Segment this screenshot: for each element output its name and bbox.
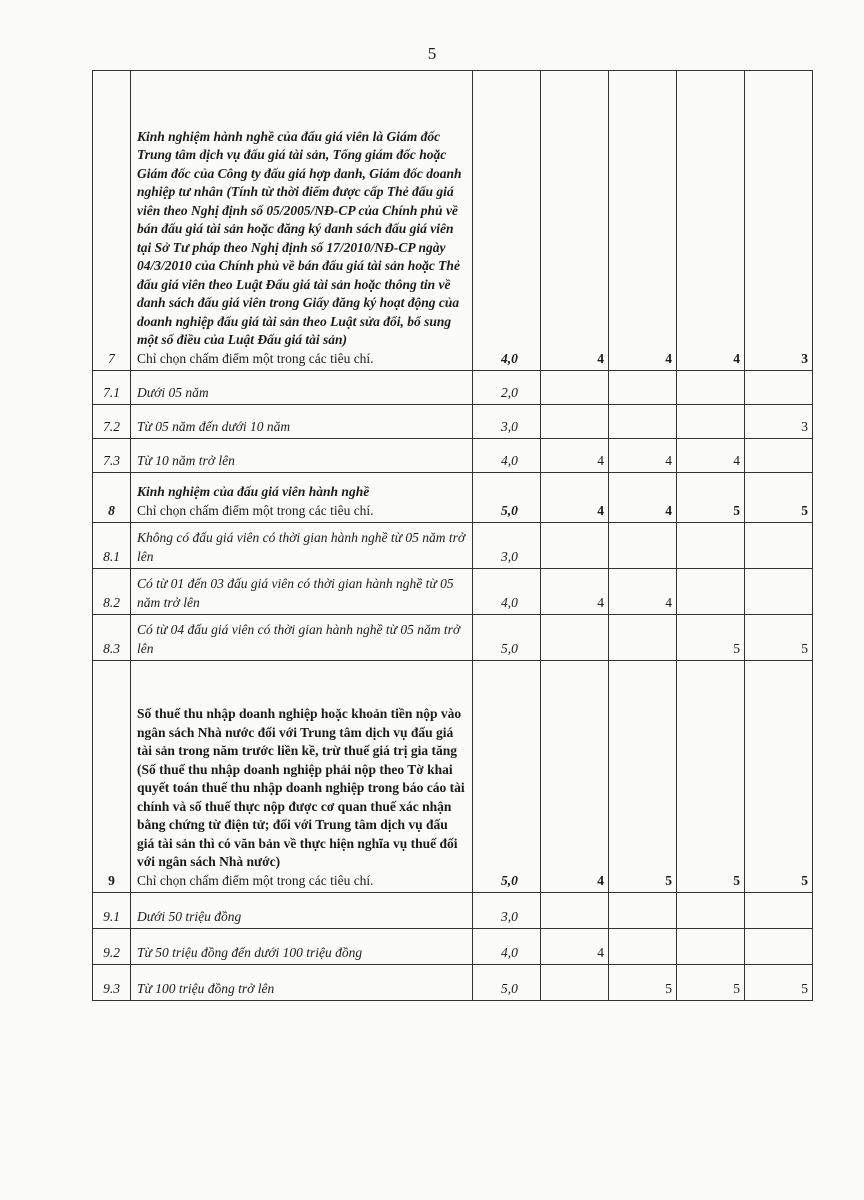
score-cell [609,615,677,661]
score-cell [609,929,677,965]
criterion-text [131,473,473,523]
score-cell: 5 [677,661,745,893]
sub-criterion-row [93,893,813,929]
criterion-text: Từ 05 năm đến dưới 10 năm [131,405,473,439]
row-number: 8.2 [93,569,131,615]
score-cell [609,893,677,929]
sub-criterion-row [93,569,813,615]
score-cell: 4 [677,439,745,473]
score-cell: 5 [745,661,813,893]
score-cell [745,523,813,569]
score-cell [745,569,813,615]
criterion-row [93,661,813,893]
score-cell [677,523,745,569]
max-score: 3,0 [473,405,541,439]
criterion-title: Kinh nghiệm của đấu giá viên hành nghề [137,484,370,499]
max-score: 3,0 [473,893,541,929]
max-score: 4,0 [473,929,541,965]
sub-criterion-row [93,615,813,661]
score-cell: 5 [677,473,745,523]
score-cell: 5 [609,661,677,893]
score-cell: 4 [541,929,609,965]
score-cell [745,371,813,405]
score-cell [677,569,745,615]
criterion-text [131,71,473,371]
criterion-note: Chỉ chọn chấm điểm một trong các tiêu chí. [137,350,374,366]
score-cell [677,893,745,929]
criterion-text: Dưới 50 triệu đồng [131,893,473,929]
score-cell [609,405,677,439]
score-cell [609,371,677,405]
sub-criterion-row [93,965,813,1001]
criterion-text: Dưới 05 năm [131,371,473,405]
score-cell: 4 [541,569,609,615]
score-cell: 4 [541,661,609,893]
max-score: 4,0 [473,439,541,473]
row-number: 7.1 [93,371,131,405]
score-cell: 4 [677,71,745,371]
criterion-note: Chỉ chọn chấm điểm một trong các tiêu chí. [137,872,374,888]
score-cell [541,405,609,439]
row-number: 7 [93,71,131,371]
row-number: 8.1 [93,523,131,569]
score-cell: 5 [677,965,745,1001]
criterion-text: Có từ 04 đấu giá viên có thời gian hành nghề từ 05 năm trở lên [131,615,473,661]
row-number: 8 [93,473,131,523]
criterion-title: Số thuế thu nhập doanh nghiệp hoặc khoản tiền nộp vào ngân sách Nhà nước đối với Trung tâm dịch vụ đấu giá tài sản trong năm trước liền kề, trừ thuế giá trị gia tăng (Số thuế thu nhập doanh nghiệp phải nộp theo Tờ khai quyết toán thuế thu nhập doanh nghiệp trong báo cáo tài chính và số thuế thực nộp được cơ quan thuế xác nhận bằng chứng từ điện tử; đối với Trung tâm dịch vụ đấu giá tài sản thì có văn bản về thực hiện nghĩa vụ thuế đối với ngân sách Nhà nước) [137,706,465,869]
score-cell: 4 [541,71,609,371]
score-cell [745,439,813,473]
row-number: 8.3 [93,615,131,661]
score-cell [541,371,609,405]
scoring-table [92,70,813,1001]
score-cell: 5 [677,615,745,661]
score-cell: 3 [745,405,813,439]
page-number: 5 [427,44,437,63]
criterion-text: Từ 100 triệu đồng trở lên [131,965,473,1001]
score-cell: 4 [541,473,609,523]
score-cell [677,405,745,439]
score-cell: 5 [745,615,813,661]
score-cell: 5 [609,965,677,1001]
score-cell: 4 [609,71,677,371]
score-cell [609,523,677,569]
score-cell: 3 [745,71,813,371]
criterion-text: Không có đấu giá viên có thời gian hành nghề từ 05 năm trở lên [131,523,473,569]
criterion-row [93,71,813,371]
row-number: 9.1 [93,893,131,929]
criterion-text [131,661,473,893]
row-number: 7.2 [93,405,131,439]
criterion-text: Từ 50 triệu đồng đến dưới 100 triệu đồng [131,929,473,965]
score-cell: 5 [745,965,813,1001]
row-number: 7.3 [93,439,131,473]
max-score: 3,0 [473,523,541,569]
sub-criterion-row [93,929,813,965]
score-cell [541,893,609,929]
score-cell: 4 [609,569,677,615]
score-cell: 4 [609,439,677,473]
max-score: 5,0 [473,473,541,523]
row-number: 9 [93,661,131,893]
score-cell [541,615,609,661]
max-score: 5,0 [473,615,541,661]
max-score: 5,0 [473,661,541,893]
sub-criterion-row [93,371,813,405]
score-cell [541,965,609,1001]
max-score: 5,0 [473,965,541,1001]
criterion-note: Chỉ chọn chấm điểm một trong các tiêu chí. [137,502,374,518]
score-cell [677,371,745,405]
max-score: 4,0 [473,71,541,371]
criterion-title: Kinh nghiệm hành nghề của đấu giá viên là Giám đốc Trung tâm dịch vụ đấu giá tài sản, Tổng giám đốc hoặc Giám đốc của Công ty đấu giá hợp danh, Giám đốc doanh nghiệp tư nhân (Tính từ thời điểm được cấp Thẻ đấu giá viên theo Nghị định số 05/2005/NĐ-CP của Chính phủ về bán đấu giá tài sản hoặc đăng ký danh sách đấu giá viên tại Sở Tư pháp theo Nghị định số 17/2010/NĐ-CP ngày 04/3/2010 của Chính phủ về bán đấu giá tài sản hoặc Thẻ đấu giá viên theo Luật Đấu giá tài sản hoặc thông tin về danh sách đấu giá viên trong Giấy đăng ký hoạt động của doanh nghiệp đấu giá tài sản theo Luật sửa đổi, bổ sung một số điều của Luật Đấu giá tài sản) [137,128,462,347]
score-cell [541,523,609,569]
criterion-row [93,473,813,523]
sub-criterion-row [93,405,813,439]
row-number: 9.2 [93,929,131,965]
sub-criterion-row [93,523,813,569]
row-number: 9.3 [93,965,131,1001]
sub-criterion-row [93,439,813,473]
score-cell [745,929,813,965]
criterion-text: Từ 10 năm trở lên [131,439,473,473]
score-cell [745,893,813,929]
score-cell: 4 [541,439,609,473]
max-score: 2,0 [473,371,541,405]
score-cell [677,929,745,965]
score-cell: 5 [745,473,813,523]
max-score: 4,0 [473,569,541,615]
criterion-text: Có từ 01 đến 03 đấu giá viên có thời gian hành nghề từ 05 năm trở lên [131,569,473,615]
score-cell: 4 [609,473,677,523]
